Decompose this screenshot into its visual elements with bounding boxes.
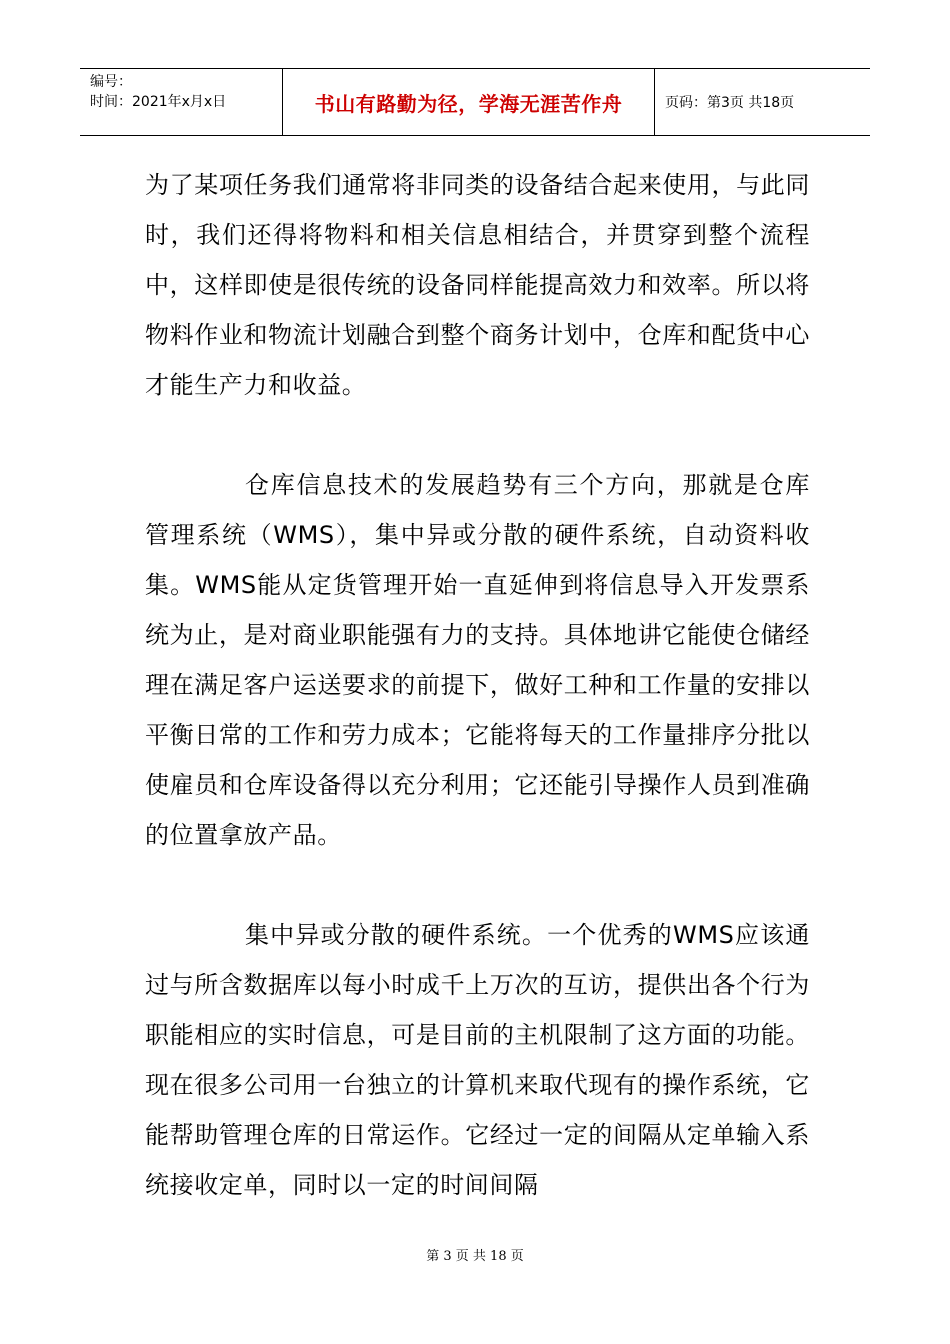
paragraph-1: 为了某项任务我们通常将非同类的设备结合起来使用，与此同时，我们还得将物料和相关信息相结合，并贯穿到整个流程中，这样即使是很传统的设备同样能提高效力和效率。所以将物料作业和物流计划融合到整个商务计划中，仓库和配货中心才能生产力和收益。 <box>145 171 810 399</box>
paragraph-3: 集中异或分散的硬件系统。一个优秀的WMS应该通过与所含数据库以每小时成千上万次的互访，提供出各个行为职能相应的实时信息，可是目前的主机限制了这方面的功能。现在很多公司用一台独立的计算机来取代现有的操作系统，它能帮助管理仓库的日常运作。它经过一定的间隔从定单输入系统接收定单，同时以一定的时间间隔 <box>145 921 810 1199</box>
page-footer: 第 3 页 共 18 页 <box>426 1249 524 1264</box>
header-motto: 书山有路勤为径，学海无涯苦作舟 <box>283 69 655 135</box>
date-label: 时间：2021年x月x日 <box>90 94 227 110</box>
page-header <box>80 68 870 136</box>
header-meta <box>80 69 283 135</box>
number-label: 编号： <box>90 74 132 90</box>
header-page-info: 页码：第3页 共18页 <box>665 95 795 111</box>
paragraph-2: 仓库信息技术的发展趋势有三个方向，那就是仓库管理系统（WMS），集中异或分散的硬件系统，自动资料收集。WMS能从定货管理开始一直延伸到将信息导入开发票系统为止，是对商业职能强有力的支持。具体地讲它能使仓储经理在满足客户运送要求的前提下，做好工种和工作量的安排以平衡日常的工作和劳力成本；它能将每天的工作量排序分批以使雇员和仓库设备得以充分利用；它还能引导操作人员到准确的位置拿放产品。 <box>145 471 810 849</box>
document-body <box>145 160 810 1210</box>
